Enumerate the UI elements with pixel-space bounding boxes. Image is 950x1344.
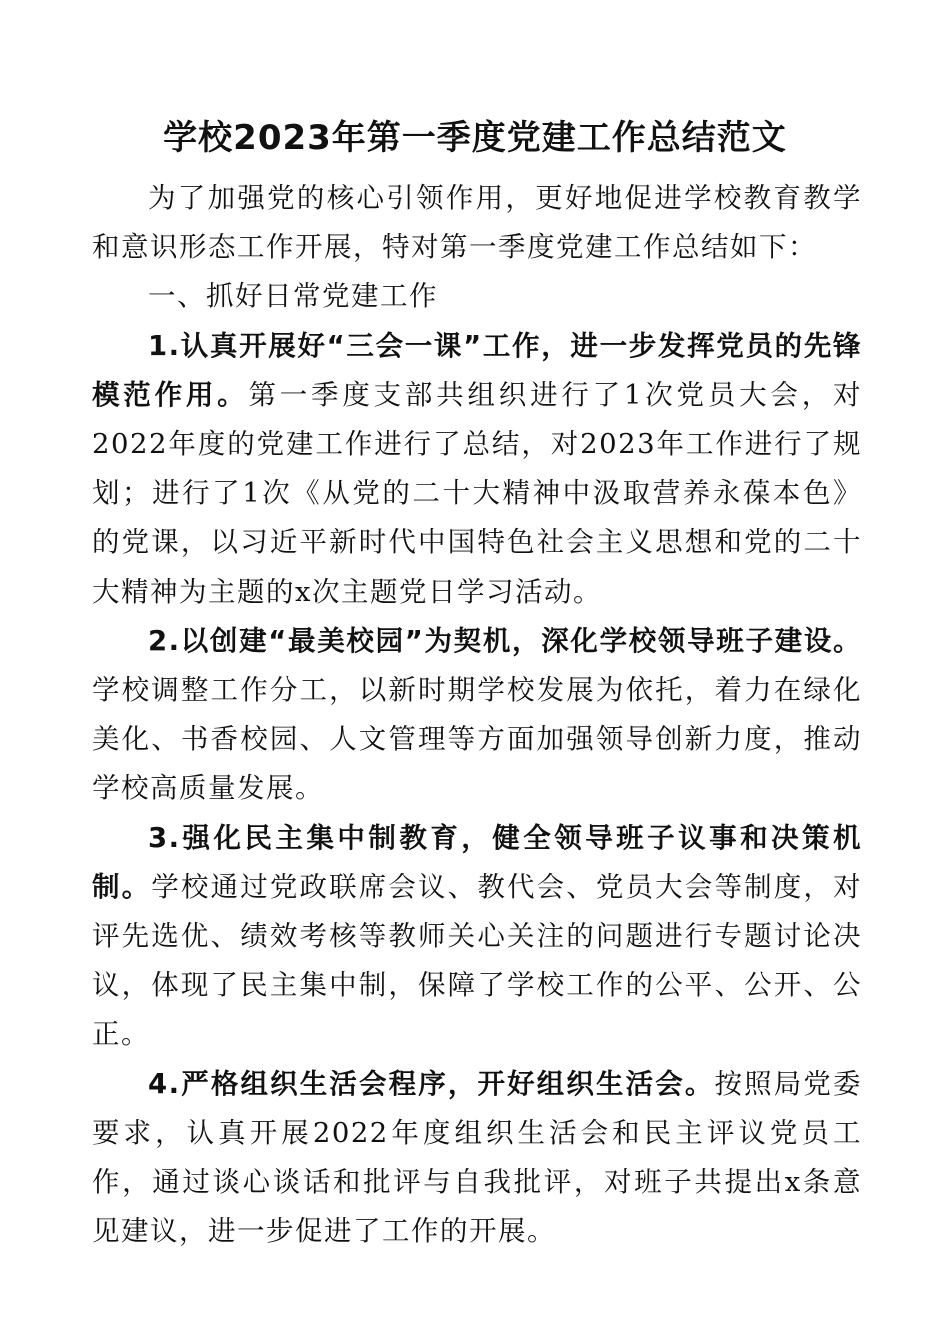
item-body-1: 第一季度支部共组织进行了1次党员大会，对2022年度的党建工作进行了总结，对2023年工作进行了规划；进行了1次《从党的二十大精神中汲取营养永葆本色》的党课，以习近平新时代中国特色社会主义思想和党的二十大精神为主题的x次主题党日学习活动。 <box>92 378 863 608</box>
document-title: 学校2023年第一季度党建工作总结范文 <box>163 118 787 158</box>
item-lead-3: 3.强化民主集中制教育，健全领导班子议事和决策机制。 <box>92 821 862 903</box>
item-lead-2: 2.以创建“最美校园”为契机，深化学校领导班子建设。 <box>148 624 862 657</box>
document-body <box>92 174 862 1256</box>
item-body-3: 学校通过党政联席会议、教代会、党员大会等制度，对评先选优、绩效考核等教师关心关注的问题进行专题讨论决议，体现了民主集中制，保障了学校工作的公平、公开、公正。 <box>92 870 862 1051</box>
item-lead-1: 1.认真开展好“三会一课”工作，进一步发挥党员的先锋模范作用。 <box>92 329 862 411</box>
item-paragraph-4 <box>92 1060 862 1257</box>
item-body-4: 按照局党委要求，认真开展2022年度组织生活会和民主评议党员工作，通过谈心谈话和批评与自我批评，对班子共提出x条意见建议，进一步促进了工作的开展。 <box>92 1067 862 1248</box>
section-heading: 一、抓好日常党建工作 <box>148 280 438 313</box>
item-body-2: 学校调整工作分工，以新时期学校发展为依托，着力在绿化美化、书香校园、人文管理等方面加强领导创新力度，推动学校高质量发展。 <box>92 674 862 805</box>
item-paragraph-3 <box>92 814 862 1060</box>
intro-paragraph: 为了加强党的核心引领作用，更好地促进学校教育教学和意识形态工作开展，特对第一季度党建工作总结如下： <box>92 182 862 264</box>
item-paragraph-2 <box>92 617 862 814</box>
item-lead-4: 4.严格组织生活会程序，开好组织生活会。 <box>148 1067 715 1100</box>
item-paragraph-1 <box>92 322 862 617</box>
